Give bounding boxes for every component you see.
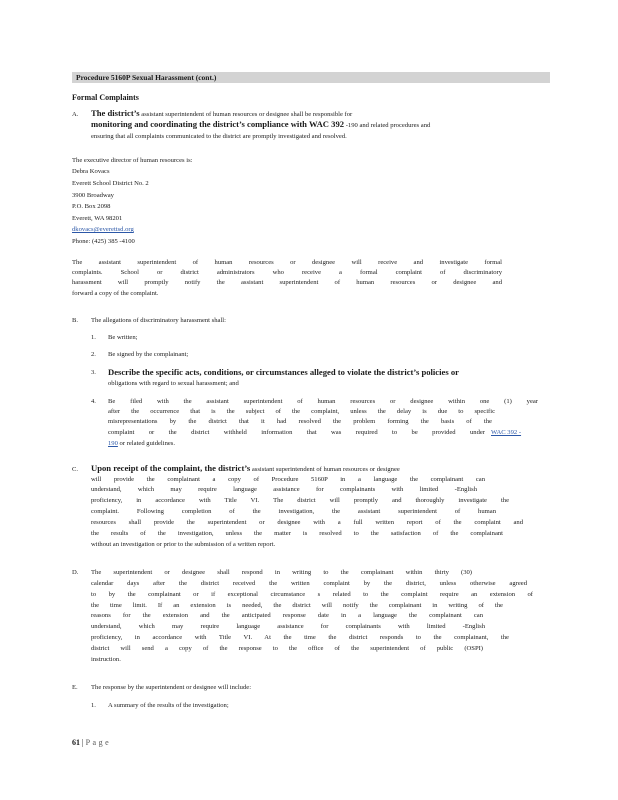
section-d-line: district will send a copy of the response to the office of the superintendent of public (OSPI) — [91, 645, 483, 652]
section-a-line2-big: monitoring and coordinating the district’s compliance with WAC 392 — [91, 119, 345, 129]
section-d-line: instruction. — [91, 656, 121, 663]
section-d-label: D. — [72, 569, 79, 576]
section-d-line: calendar days after the district received the written complaint by the district, unless otherwise agreed — [91, 580, 527, 587]
forward-paragraph-line: complaints. School or district administrators who receive a formal complaint of discriminatory — [72, 269, 502, 276]
list-item-text-emphasis: Describe the specific acts, conditions, or circumstances alleged to violate the district’s policies or — [108, 367, 459, 377]
footer-separator: | — [82, 738, 84, 747]
section-d-line: reasons for the extension and the anticipated response date in a language the complainant can — [91, 612, 483, 619]
contact-name: Debra Kovacs — [72, 168, 110, 175]
section-c-line: complaint. Following completion of the investigation, the assistant superintendent of human — [91, 508, 496, 515]
list-item-text: A summary of the results of the investigation; — [108, 702, 229, 709]
section-c-label: C. — [72, 466, 79, 473]
section-a-line1-rest: assistant superintendent of human resources or designee shall be responsible for — [141, 111, 353, 118]
section-b-intro: The allegations of discriminatory harassment shall: — [91, 317, 226, 324]
procedure-header: Procedure 5160P Sexual Harassment (cont.) — [72, 72, 550, 83]
section-d-line: proficiency, in accordance with Title VI. At the time the district responds to the complainant, the — [91, 634, 509, 641]
list-item-text: after the occurrence that is the subject of the complaint, unless the delay is due to specific — [108, 408, 495, 415]
contact-city: Everett, WA 98201 — [72, 215, 123, 222]
contact-email-link[interactable]: dkovacs@everettsd.org — [72, 226, 134, 233]
list-item-number: 2. — [91, 351, 96, 358]
section-c-lead: Upon receipt of the complaint, the district’s — [91, 463, 251, 473]
contact-po-box: P.O. Box 2098 — [72, 203, 111, 210]
section-c-line1 — [91, 464, 400, 474]
section-a-line2 — [91, 120, 430, 130]
section-b-label: B. — [72, 317, 79, 324]
contact-street: 3900 Broadway — [72, 192, 114, 199]
section-e-intro: The response by the superintendent or designee will include: — [91, 684, 252, 691]
forward-paragraph-line: The assistant superintendent of human resources or designee will receive and investigate formal — [72, 259, 502, 266]
section-e-label: E. — [72, 684, 78, 691]
page-footer — [72, 738, 111, 747]
list-item-text: Be signed by the complainant; — [108, 351, 189, 358]
list-item-number: 1. — [91, 334, 96, 341]
forward-paragraph-line: harassment will promptly notify the assistant superintendent of human resources or designee and — [72, 279, 502, 286]
list-item-text: complaint or the district withheld information that was required to be provided under — [108, 429, 485, 436]
section-c-line: resources shall provide the superintendent or designee with a full written report of the complaint and — [91, 519, 523, 526]
list-item-number: 3. — [91, 369, 96, 376]
section-c-line: the results of the investigation, unless the matter is resolved to the satisfaction of the complainant — [91, 530, 503, 537]
section-a-label: A. — [72, 111, 79, 118]
page-number: 61 — [72, 738, 80, 747]
contact-phone: Phone: (425) 385 -4100 — [72, 238, 135, 245]
list-item-text: misrepresentations by the district that it had resolved the problem forming the basis of the — [108, 418, 492, 425]
section-c-line: understand, which may require language assistance for complainants with limited -English — [91, 486, 477, 493]
section-d-line: to by the complainant or if exceptional circumstance s related to the complaint require an extension of — [91, 591, 533, 598]
contact-org: Everett School District No. 2 — [72, 180, 149, 187]
section-c-line1-rest: assistant superintendent of human resources or designee — [251, 466, 400, 473]
section-title: Formal Complaints — [72, 93, 139, 102]
section-d-line: understand, which may require language assistance for complainants with limited -English — [91, 623, 485, 630]
section-c-line: will provide the complainant a copy of Procedure 5160P in a language the complainant can — [91, 476, 485, 483]
list-item-text: Be written; — [108, 334, 138, 341]
list-item-text: obligations with regard to sexual harassment; and — [108, 380, 239, 387]
forward-paragraph-line: forward a copy of the complaint. — [72, 290, 159, 297]
section-a-lead: The district’s — [91, 108, 140, 118]
section-d-line: the time limit. If an extension is needed, the district will notify the complainant in writing of the — [91, 602, 503, 609]
page-word: Page — [85, 738, 112, 747]
list-item-text-last — [108, 440, 175, 448]
wac-link[interactable]: WAC 392 - — [491, 429, 522, 436]
list-item-number: 4. — [91, 398, 96, 405]
list-item-number: 1. — [91, 702, 96, 709]
list-item-text-rest: or related guidelines. — [119, 440, 176, 447]
contact-intro: The executive director of human resources is: — [72, 157, 193, 164]
section-a-line3: ensuring that all complaints communicated to the district are promptly investigated and resolved. — [91, 133, 347, 140]
section-a-line1 — [91, 109, 352, 119]
section-c-line: proficiency, in accordance with Title VI. The district will promptly and thoroughly investigate the — [91, 497, 509, 504]
list-item-text: Be filed with the assistant superintendent of human resources or designee within one (1) year — [108, 398, 538, 405]
wac-link-190[interactable]: 190 — [108, 440, 118, 447]
section-a-line2-rest: -190 and related procedures and — [345, 122, 431, 129]
section-c-line: without an investigation or prior to the submission of a written report. — [91, 541, 276, 548]
section-d-line: The superintendent or designee shall respond in writing to the complainant within thirty (30) — [91, 569, 472, 576]
